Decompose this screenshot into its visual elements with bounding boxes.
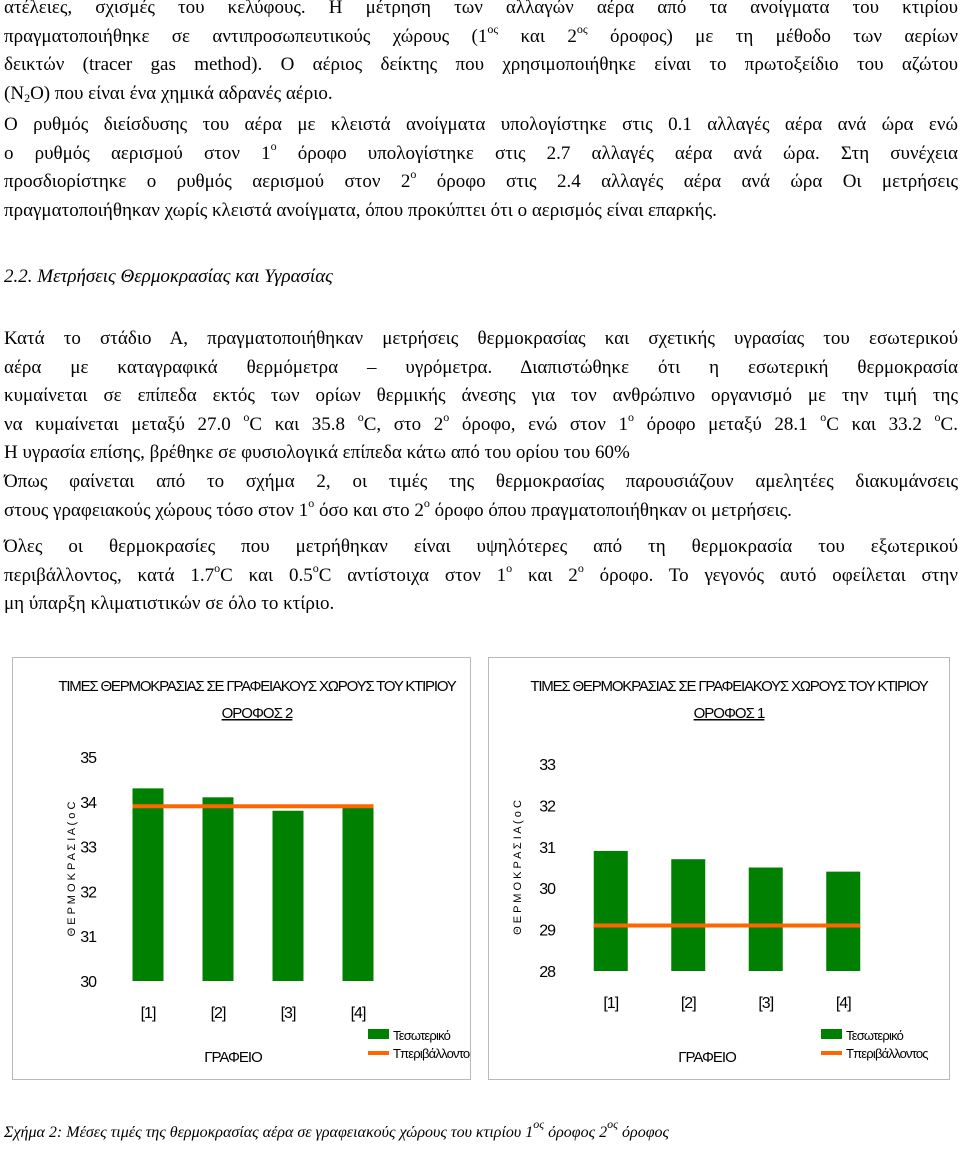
bar [594, 851, 628, 971]
bar [826, 872, 860, 971]
text-line: πραγματοποιήθηκε σε αντιπροσωπευτικούς χώρους ($1^{o\varsigma}$ και $2^{o\varsigma}$ όροφος) με τη μέθοδο των αερίων [4, 21, 958, 47]
text-line: στους γραφειακούς χώρους τόσο στον $1^o$ όσο και στο $2^o$ όροφο όπου πραγματοποιήθηκαν οι μετρήσεις. [4, 495, 792, 521]
legend-label: Τεσωτερικό [393, 1028, 451, 1043]
paragraph-1 [4, 0, 958, 108]
bar [671, 859, 705, 971]
text-line: να κυμαίνεται μεταξύ 27.0 $^o$C και 35.8 $^o$C, στο $2^o$ όροφο, ενώ στον $1^o$ όροφο μεταξύ 28.1 $^o$C και 33.2 $^o$C. [4, 409, 958, 435]
x-tick-label: [3] [280, 1005, 296, 1022]
y-tick-label: 29 [539, 922, 555, 940]
text-line: Όπως φαίνεται από το σχήμα 2, οι τιμές της θερμοκρασίας παρουσιάζουν αμελητέες διακυμάνσεις [4, 471, 958, 492]
x-tick-label: [4] [350, 1005, 366, 1022]
text-line: αέρα με καταγραφικά θερμόμετρα – υγρόμετρα. Διαπιστώθηκε ότι η εσωτερική θερμοκρασία [4, 356, 958, 378]
x-tick-label: [3] [758, 995, 774, 1012]
chart-subtitle: ΟΡΟΦΟΣ 1 [693, 705, 765, 722]
y-axis-label: Θ Ε Ρ Μ Ο Κ Ρ Α Σ Ι Α ( ο C [512, 800, 524, 935]
paragraph-3 [4, 325, 958, 468]
paragraph-4 [4, 468, 958, 525]
x-tick-label: [1] [140, 1005, 156, 1022]
bar [133, 788, 164, 981]
text-line: Κατά το στάδιο Α, πραγματοποιήθηκαν μετρήσεις θερμοκρασίας και σχετικής υγρασίας του εσωτερικού [4, 328, 958, 349]
bar [343, 806, 374, 981]
paragraph-5 [4, 533, 958, 619]
x-tick-label: [4] [835, 995, 851, 1012]
y-axis-label: Θ Ε Ρ Μ Ο Κ Ρ Α Σ Ι Α ( ο C [66, 801, 78, 937]
text-line: $(N_2O)$ που είναι ένα χημικά αδρανές αέριο. [4, 82, 333, 105]
section-heading: 2.2. Μετρήσεις Θερμοκρασίας και Υγρασίας [4, 266, 333, 287]
y-tick-label: 33 [80, 839, 96, 857]
chart-title: ΤΙΜΕΣ ΘΕΡΜΟΚΡΑΣΙΑΣ ΣΕ ΓΡΑΦΕΙΑΚΟΥΣ ΧΩΡΟΥΣ ΤΟΥ ΚΤΙΡΙΟΥ [530, 678, 928, 695]
chart-title: ΤΙΜΕΣ ΘΕΡΜΟΚΡΑΣΙΑΣ ΣΕ ΓΡΑΦΕΙΑΚΟΥΣ ΧΩΡΟΥΣ ΤΟΥ ΚΤΙΡΙΟΥ [58, 678, 456, 695]
text-line: Ο ρυθμός διείσδυσης του αέρα με κλειστά ανοίγματα υπολογίστηκε στις 0.1 αλλαγές αέρα ανά ώρα ενώ [4, 114, 958, 135]
text-line: δεικτών (tracer gas method). Ο αέριος δείκτης που χρησιμοποιήθηκε είναι το πρωτοξείδιο του αζώτου [4, 54, 958, 75]
text-line: μη ύπαρξη κλιματιστικών σε όλο το κτίριο. [4, 593, 335, 614]
text-line: Όλες οι θερμοκρασίες που μετρήθηκαν είναι υψηλότερες από τη θερμοκρασία του εξωτερικού [4, 536, 958, 557]
legend-swatch [368, 1029, 389, 1039]
y-tick-label: 30 [80, 974, 96, 991]
x-tick-label: [2] [680, 995, 696, 1012]
y-tick-label: 34 [80, 794, 96, 812]
chart-floor-2 [12, 657, 471, 1080]
x-axis-label: ΓΡΑΦΕΙΟ [678, 1049, 736, 1066]
y-tick-label: 31 [539, 839, 555, 857]
y-tick-label: 30 [539, 881, 555, 899]
legend-label: Τπεριβάλλοντος [846, 1046, 928, 1061]
y-tick-label: 32 [539, 798, 555, 816]
y-tick-label: 32 [80, 884, 96, 902]
bar [203, 797, 234, 981]
text-line: ο ρυθμός αερισμού στον $1^o$ όροφο υπολογίστηκε στις 2.7 αλλαγές αέρα ανά ώρα. Στη συνέχεια [4, 138, 959, 164]
y-tick-label: 33 [539, 757, 555, 774]
legend-swatch [821, 1029, 842, 1039]
bar [749, 868, 783, 972]
y-tick-label: 31 [80, 929, 96, 947]
text-line: περιβάλλοντος, κατά $1.7^oC$ και $0.5^oC$ αντίστοιχα στον $1^o$ και $2^o$ όροφο. Το γεγονός αυτό οφείλεται στην [4, 560, 958, 586]
text-line: ατέλειες, σχισμές του κελύφους. Η μέτρηση των αλλαγών αέρα από τα ανοίγματα του κτιρίου [4, 0, 958, 18]
x-tick-label: [1] [603, 995, 619, 1012]
chart-floor-1 [488, 657, 950, 1080]
legend-label: Τεσωτερικό [846, 1028, 904, 1043]
legend-label: Τπεριβάλλοντος [393, 1046, 470, 1061]
text-line: προσδιορίστηκε ο ρυθμός αερισμού στον $2^o$ όροφο στις 2.4 αλλαγές αέρα ανά ώρα Οι μετρήσεις [4, 167, 958, 192]
figure-caption: Σχήμα 2: Μέσες τιμές της θερμοκρασίας αέρα σε γραφειακούς χώρους του κτιρίου $1^{o\varsigma}$ όροφος $2^{o\varsigma}$ όροφος [4, 1117, 670, 1141]
y-tick-label: 28 [539, 964, 555, 981]
x-tick-label: [2] [210, 1005, 226, 1022]
text-line: πραγματοποιήθηκαν χωρίς κλειστά ανοίγματα, όπου προκύπτει ότι ο αερισμός είναι επαρκής. [4, 199, 717, 221]
chart-floor-1-svg [489, 658, 949, 1079]
paragraph-2 [4, 111, 958, 225]
x-axis-label: ΓΡΑΦΕΙΟ [204, 1049, 262, 1066]
chart-subtitle: ΟΡΟΦΟΣ 2 [221, 705, 293, 722]
text-line: Η υγρασία επίσης, βρέθηκε σε φυσιολογικά επίπεδα κάτω από του ορίου του 60% [4, 442, 630, 463]
bar [273, 811, 304, 981]
text-line: κυμαίνεται σε επίπεδα εκτός των ορίων θερμικής άνεσης για τον ανθρώπινο οργανισμό με την τιμή της [4, 385, 958, 406]
chart-floor-2-svg [13, 658, 470, 1079]
y-tick-label: 35 [80, 750, 96, 767]
